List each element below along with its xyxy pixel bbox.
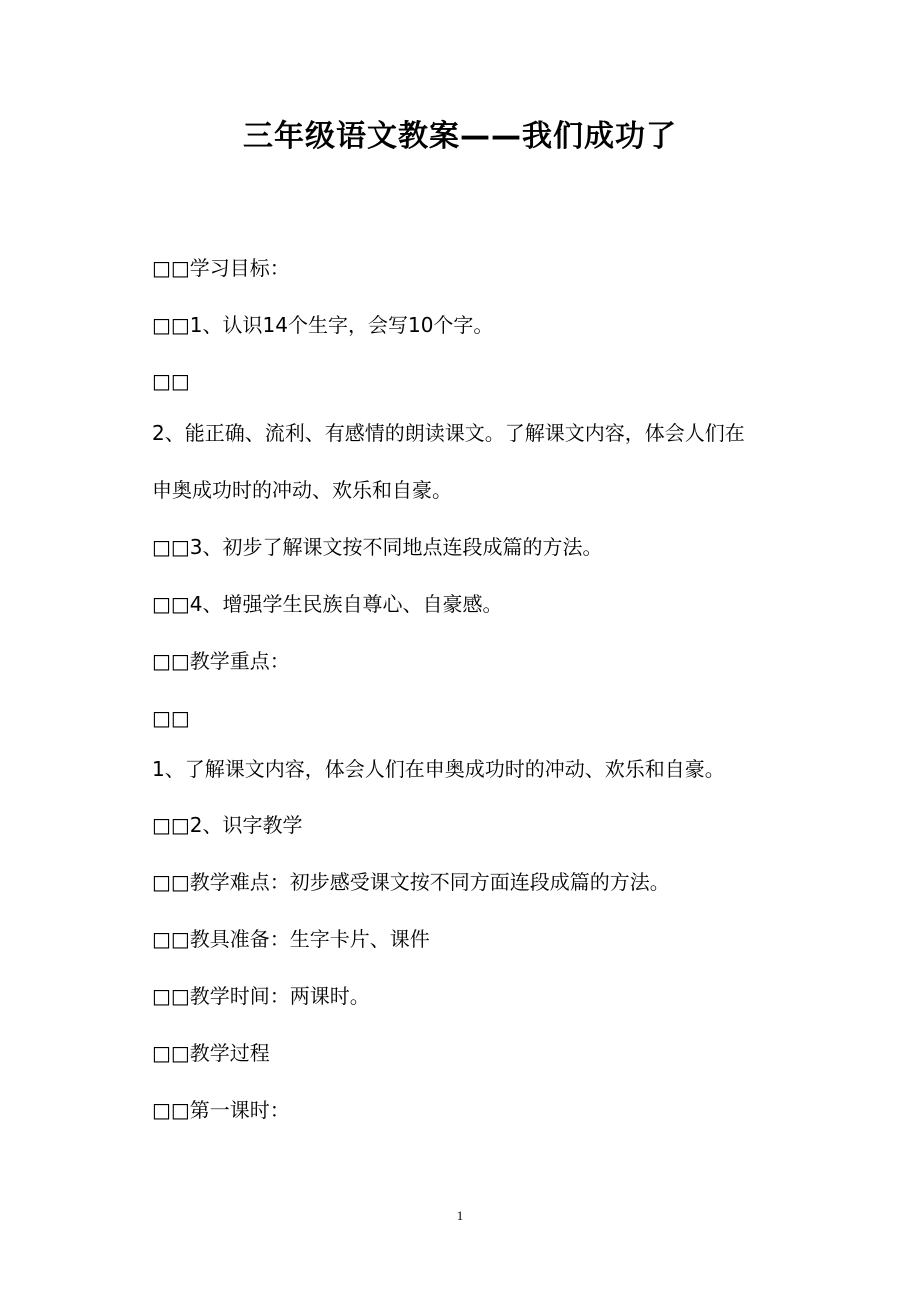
text-line-materials: □□教具准备：生字卡片、课件 bbox=[152, 927, 430, 951]
text-line-key-points-heading: □□教学重点： bbox=[152, 649, 290, 673]
text-line-learning-goals-heading: □□学习目标： bbox=[152, 256, 290, 280]
text-line-goal-2-continued: 申奥成功时的冲动、欢乐和自豪。 bbox=[152, 478, 452, 502]
text-line-goal-2: 2、能正确、流利、有感情的朗读课文。了解课文内容，体会人们在 bbox=[152, 421, 745, 445]
page-number: 1 bbox=[456, 1208, 464, 1223]
document-title: 三年级语文教案——我们成功了 bbox=[243, 119, 677, 154]
text-line-first-lesson: □□第一课时： bbox=[152, 1098, 290, 1122]
text-line-goal-4: □□4、增强学生民族自尊心、自豪感。 bbox=[152, 592, 503, 616]
text-line-indent-placeholder: □□ bbox=[152, 706, 190, 730]
text-line-indent-placeholder: □□ bbox=[152, 369, 190, 393]
text-line-teaching-time: □□教学时间：两课时。 bbox=[152, 984, 370, 1008]
text-line-key-point-1: 1、了解课文内容，体会人们在申奥成功时的冲动、欢乐和自豪。 bbox=[152, 757, 725, 781]
text-line-goal-3: □□3、初步了解课文按不同地点连段成篇的方法。 bbox=[152, 535, 603, 559]
text-line-goal-1: □□1、认识14个生字，会写10个字。 bbox=[152, 313, 494, 337]
text-line-key-point-2: □□2、识字教学 bbox=[152, 813, 303, 837]
text-line-teaching-process: □□教学过程 bbox=[152, 1041, 270, 1065]
text-line-difficulty: □□教学难点：初步感受课文按不同方面连段成篇的方法。 bbox=[152, 870, 670, 894]
